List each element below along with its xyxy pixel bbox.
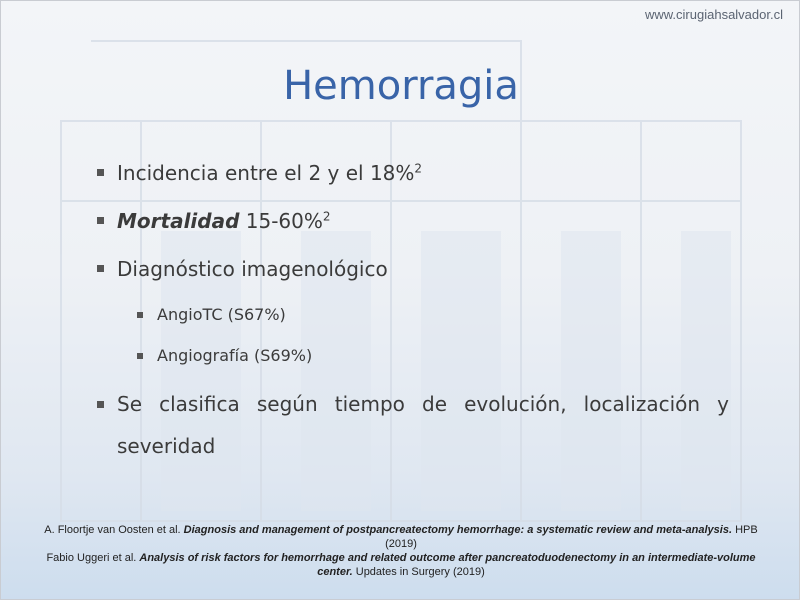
reference-1: A. Floortje van Oosten et al. Diagnosis and management of postpancreatectomy hemorrhage: a systematic review and meta-analysis. HPB (2019) [44,524,758,550]
reference-2: Fabio Uggeri et al. Analysis of risk factors for hemorrhage and related outcome after pancreatoduodenectomy in an intermediate-volume center. Updates in Surgery (2019) [46,552,756,578]
slide-title: Hemorragia [283,63,519,109]
bullet-list [97,161,729,467]
bullet-diagnosis: Diagnóstico imagenológico [97,257,729,281]
square-bullet-icon [137,353,143,359]
sub-bullet-angiotc: AngioTC (S67%) [137,305,729,324]
site-url: www.cirugiahsalvador.cl [644,7,783,22]
bullet-mortality: Mortalidad 15-60%$^2$ [97,209,729,233]
square-bullet-icon [137,312,143,318]
square-bullet-icon [97,169,104,176]
square-bullet-icon [97,217,104,224]
square-bullet-icon [97,265,104,272]
square-bullet-icon [97,401,104,408]
references [41,523,761,579]
sub-bullet-angiografia: Angiografía (S69%) [137,346,729,365]
bullet-classification: Se clasifica según tiempo de evolución, localización y severidad [97,383,729,467]
bullet-incidence: Incidencia entre el 2 y el 18%$^2$ [97,161,729,185]
